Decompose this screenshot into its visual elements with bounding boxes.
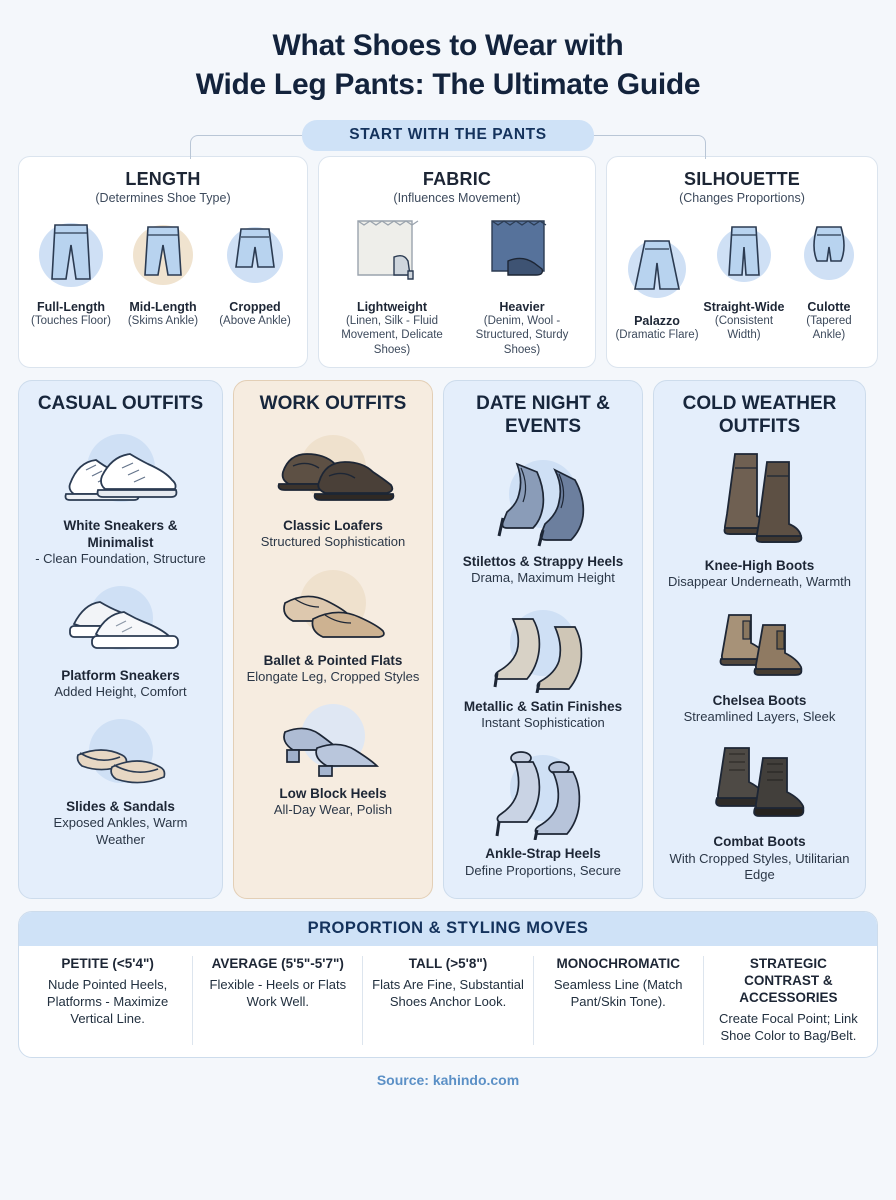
proportion-col-0 xyxy=(23,956,193,1044)
work-entry-1-name: Ballet & Pointed Flats xyxy=(263,652,403,668)
proportion-col-2-desc: Flats Are Fine, Substantial Shoes Anchor Look. xyxy=(372,977,524,1010)
silhouette-item-2-desc: (Tapered Ankle) xyxy=(806,315,852,342)
fabric-icons xyxy=(327,213,587,357)
card-fabric xyxy=(318,156,596,368)
culotte-pants-icon xyxy=(789,213,869,296)
ballet-pointed-flats-icon xyxy=(249,561,417,652)
knee-high-boots-icon xyxy=(671,448,849,557)
page-title xyxy=(18,0,878,104)
category-casual-heading: CASUAL OUTFITS xyxy=(37,393,204,415)
silhouette-item-0 xyxy=(615,227,699,342)
cold-entry-2-desc: With Cropped Styles, Utilitarian Edge xyxy=(669,850,850,883)
proportion-col-4 xyxy=(704,956,873,1044)
white-sneakers-icon xyxy=(36,426,206,517)
date-entry-1-name: Metallic & Satin Finishes xyxy=(463,699,623,715)
date-entry-1-desc: Instant Sophistication xyxy=(481,715,605,731)
card-length xyxy=(18,156,308,368)
length-item-0-label: Full-Length xyxy=(36,300,106,314)
category-date-night xyxy=(443,380,643,899)
cropped-pants-icon xyxy=(209,213,301,296)
work-entry-0-name: Classic Loafers xyxy=(283,517,383,533)
title-line-2: Wide Leg Pants: The Ultimate Guide xyxy=(195,68,701,101)
category-casual xyxy=(18,380,223,899)
outfit-categories-row xyxy=(18,380,878,899)
cold-entry-0 xyxy=(664,448,855,591)
cold-entry-1-desc: Streamlined Layers, Sleek xyxy=(683,709,836,725)
proportion-col-2 xyxy=(363,956,533,1044)
casual-entry-2-desc: Exposed Ankles, Warm Weather xyxy=(53,815,188,848)
casual-entry-0 xyxy=(29,426,212,568)
combat-boots-icon xyxy=(671,736,849,833)
casual-entry-2 xyxy=(29,711,212,849)
cold-entry-1 xyxy=(664,601,855,726)
silhouette-item-2 xyxy=(789,213,869,343)
casual-entry-1 xyxy=(29,578,212,701)
date-entry-1 xyxy=(454,597,632,732)
card-length-heading: LENGTH xyxy=(125,169,201,189)
casual-entry-1-name: Platform Sneakers xyxy=(61,667,180,683)
work-entry-1-desc: Elongate Leg, Cropped Styles xyxy=(246,668,420,684)
silhouette-item-1-label: Straight-Wide xyxy=(703,300,785,314)
length-item-1-desc: (Skims Ankle) xyxy=(127,315,199,327)
metallic-satin-pumps-icon xyxy=(459,597,627,698)
card-fabric-sub: (Influences Movement) xyxy=(393,191,521,205)
length-item-2 xyxy=(209,213,301,328)
heavier-swatch-icon xyxy=(462,213,582,296)
cold-entry-2 xyxy=(664,736,855,884)
category-date-night-heading: DATE NIGHT & EVENTS xyxy=(476,393,610,437)
silhouette-item-1 xyxy=(699,213,789,343)
date-entry-2 xyxy=(454,742,632,879)
casual-entry-0-name: White Sneakers & Minimalist xyxy=(63,517,178,550)
fabric-item-1-label: Heavier xyxy=(499,300,545,314)
work-entry-1 xyxy=(244,561,422,686)
cold-entry-0-name: Knee-High Boots xyxy=(704,557,815,573)
proportion-col-1 xyxy=(193,956,363,1044)
ankle-strap-heels-icon xyxy=(459,742,627,845)
category-work-heading: WORK OUTFITS xyxy=(259,393,407,415)
length-icons xyxy=(27,213,299,328)
length-item-1-label: Mid-Length xyxy=(129,300,197,314)
length-item-0 xyxy=(25,213,117,328)
cold-entry-0-desc: Disappear Underneath, Warmth xyxy=(667,574,852,590)
proportion-section xyxy=(18,911,878,1057)
pants-factors-row xyxy=(18,156,878,368)
work-entry-2-name: Low Block Heels xyxy=(279,785,387,801)
classic-loafers-icon xyxy=(249,426,417,517)
fabric-item-0-label: Lightweight xyxy=(356,300,428,314)
proportion-col-1-title: AVERAGE (5'5"-5'7") xyxy=(211,956,344,972)
platform-sneakers-icon xyxy=(36,578,206,667)
source-value: kahindo.com xyxy=(432,1071,520,1088)
card-fabric-heading: FABRIC xyxy=(422,169,492,189)
work-entry-2-desc: All-Day Wear, Polish xyxy=(273,802,393,818)
silhouette-item-0-label: Palazzo xyxy=(634,314,680,329)
length-item-1 xyxy=(117,213,209,328)
low-block-heels-icon xyxy=(249,696,417,785)
date-entry-2-desc: Define Proportions, Secure xyxy=(464,862,622,878)
proportion-col-3-title: MONOCHROMATIC xyxy=(556,956,680,972)
card-silhouette xyxy=(606,156,878,368)
length-item-2-desc: (Above Ankle) xyxy=(219,315,291,327)
proportion-col-4-title: STRATEGIC CONTRAST & ACCESSORIES xyxy=(739,956,838,1006)
start-banner-wrap xyxy=(18,120,878,150)
card-silhouette-heading: SILHOUETTE xyxy=(683,169,800,189)
full-length-pants-icon xyxy=(25,213,117,296)
palazzo-pants-icon xyxy=(615,227,699,310)
work-entry-0 xyxy=(244,426,422,551)
chelsea-boots-icon xyxy=(671,601,849,692)
proportion-columns xyxy=(19,946,877,1056)
proportion-col-0-title: PETITE (<5'4") xyxy=(61,956,154,972)
silhouette-icons xyxy=(615,213,869,343)
fabric-item-1 xyxy=(457,213,587,357)
date-entry-0 xyxy=(454,448,632,587)
fabric-item-0-desc: (Linen, Silk - Fluid Movement, Delicate Shoes) xyxy=(341,315,443,356)
stiletto-strappy-heels-icon xyxy=(459,448,627,553)
proportion-col-3 xyxy=(534,956,704,1044)
proportion-col-3-desc: Seamless Line (Match Pant/Skin Tone). xyxy=(553,977,683,1010)
silhouette-item-1-desc: (Consistent Width) xyxy=(714,315,774,342)
slides-sandals-icon xyxy=(36,711,206,798)
proportion-col-4-desc: Create Focal Point; Link Shoe Color to Bag/Belt. xyxy=(719,1010,858,1043)
casual-entry-2-name: Slides & Sandals xyxy=(66,799,175,815)
silhouette-item-2-label: Culotte xyxy=(807,300,851,314)
silhouette-item-0-desc: (Dramatic Flare) xyxy=(615,329,699,342)
work-entry-2 xyxy=(244,696,422,819)
fabric-item-0 xyxy=(327,213,457,357)
proportion-heading: PROPORTION & STYLING MOVES xyxy=(19,912,877,946)
source-footer xyxy=(18,1072,878,1088)
length-item-0-desc: (Touches Floor) xyxy=(31,315,111,327)
casual-entry-0-desc: - Clean Foundation, Structure xyxy=(35,551,206,567)
date-entry-0-desc: Drama, Maximum Height xyxy=(471,570,615,586)
card-length-sub: (Determines Shoe Type) xyxy=(95,191,231,205)
fabric-item-1-desc: (Denim, Wool - Structured, Sturdy Shoes) xyxy=(475,315,569,356)
category-cold-weather-heading: COLD WEATHER OUTFITS xyxy=(682,393,837,437)
date-entry-2-name: Ankle-Strap Heels xyxy=(485,846,601,862)
title-line-1: What Shoes to Wear with xyxy=(272,29,624,62)
straight-wide-pants-icon xyxy=(702,213,786,296)
cold-entry-1-name: Chelsea Boots xyxy=(712,693,807,709)
proportion-col-0-desc: Nude Pointed Heels, Platforms - Maximize Vertical Line. xyxy=(46,977,169,1026)
proportion-col-1-desc: Flexible - Heels or Flats Work Well. xyxy=(209,977,347,1010)
lightweight-swatch-icon xyxy=(332,213,452,296)
length-item-2-label: Cropped xyxy=(229,300,281,314)
category-work xyxy=(233,380,433,899)
cold-entry-2-name: Combat Boots xyxy=(713,834,806,850)
casual-entry-1-desc: Added Height, Comfort xyxy=(54,684,187,700)
date-entry-0-name: Stilettos & Strappy Heels xyxy=(462,553,624,569)
source-label: Source: xyxy=(376,1071,429,1088)
proportion-col-2-title: TALL (>5'8") xyxy=(408,956,488,972)
category-cold-weather xyxy=(653,380,866,899)
start-with-pants-banner: START WITH THE PANTS xyxy=(302,120,594,151)
work-entry-0-desc: Structured Sophistication xyxy=(260,533,406,549)
mid-length-pants-icon xyxy=(117,213,209,296)
card-silhouette-sub: (Changes Proportions) xyxy=(679,191,805,205)
